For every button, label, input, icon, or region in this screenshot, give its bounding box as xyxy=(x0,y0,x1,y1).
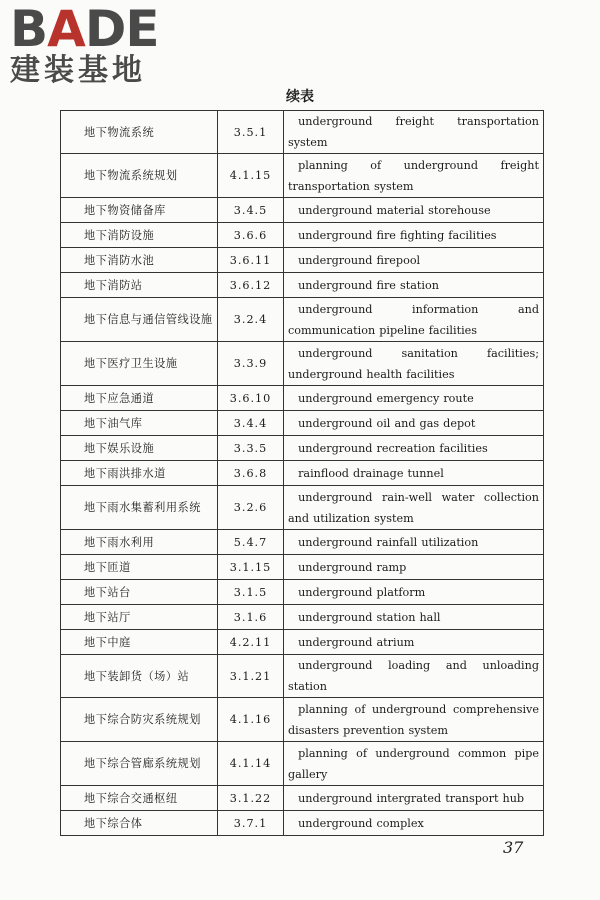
section-number: 3.1.21 xyxy=(218,655,284,698)
term-chinese: 地下消防设施 xyxy=(61,223,218,248)
term-chinese: 地下物流系统规划 xyxy=(61,154,218,198)
section-number: 3.7.1 xyxy=(218,811,284,836)
term-chinese: 地下物资储备库 xyxy=(61,198,218,223)
table-row xyxy=(61,698,544,742)
section-number: 4.1.16 xyxy=(218,698,284,742)
term-english: underground emergency route xyxy=(284,386,544,411)
term-english: planning of underground comprehensive disasters prevention system xyxy=(284,698,544,742)
term-english: underground platform xyxy=(284,580,544,605)
term-chinese: 地下消防水池 xyxy=(61,248,218,273)
table-row xyxy=(61,298,544,342)
term-chinese: 地下站台 xyxy=(61,580,218,605)
page-number: 37 xyxy=(503,838,524,857)
section-number: 3.6.8 xyxy=(218,461,284,486)
term-english: underground recreation facilities xyxy=(284,436,544,461)
term-english: underground complex xyxy=(284,811,544,836)
section-number: 3.4.4 xyxy=(218,411,284,436)
section-number: 3.1.15 xyxy=(218,555,284,580)
table-row xyxy=(61,198,544,223)
table-row xyxy=(61,486,544,530)
section-number: 4.2.11 xyxy=(218,630,284,655)
bade-logo xyxy=(10,0,180,90)
table-row xyxy=(61,273,544,298)
term-chinese: 地下装卸货（场）站 xyxy=(61,655,218,698)
table-row xyxy=(61,580,544,605)
section-number: 5.4.7 xyxy=(218,530,284,555)
section-number: 3.4.5 xyxy=(218,198,284,223)
term-english: planning of underground common pipe gallery xyxy=(284,742,544,786)
term-english: underground firepool xyxy=(284,248,544,273)
term-english: underground loading and unloading station xyxy=(284,655,544,698)
table-row xyxy=(61,342,544,386)
term-english: underground freight transportation system xyxy=(284,111,544,154)
table-row xyxy=(61,655,544,698)
term-chinese: 地下雨洪排水道 xyxy=(61,461,218,486)
term-chinese: 地下站厅 xyxy=(61,605,218,630)
glossary-table xyxy=(60,110,544,836)
table-row xyxy=(61,154,544,198)
term-chinese: 地下雨水利用 xyxy=(61,530,218,555)
table-row xyxy=(61,811,544,836)
term-english: underground fire station xyxy=(284,273,544,298)
term-chinese: 地下综合防灾系统规划 xyxy=(61,698,218,742)
term-chinese: 地下娱乐设施 xyxy=(61,436,218,461)
term-english: underground material storehouse xyxy=(284,198,544,223)
table-row xyxy=(61,630,544,655)
section-number: 3.6.12 xyxy=(218,273,284,298)
section-number: 3.6.11 xyxy=(218,248,284,273)
term-chinese: 地下综合交通枢纽 xyxy=(61,786,218,811)
term-chinese: 地下综合管廊系统规划 xyxy=(61,742,218,786)
term-english: rainflood drainage tunnel xyxy=(284,461,544,486)
term-english: underground rainfall utilization xyxy=(284,530,544,555)
table-caption: 续表 xyxy=(286,89,314,105)
section-number: 3.3.5 xyxy=(218,436,284,461)
section-number: 3.2.6 xyxy=(218,486,284,530)
term-chinese: 地下综合体 xyxy=(61,811,218,836)
logo-wordmark: BADE xyxy=(10,0,159,58)
term-english: planning of underground freight transportation system xyxy=(284,154,544,198)
logo-subtitle: 建装基地 xyxy=(10,53,146,88)
section-number: 3.1.6 xyxy=(218,605,284,630)
glossary-rows xyxy=(61,111,544,836)
table-row xyxy=(61,111,544,154)
section-number: 4.1.15 xyxy=(218,154,284,198)
section-number: 3.2.4 xyxy=(218,298,284,342)
table-row xyxy=(61,605,544,630)
section-number: 3.1.5 xyxy=(218,580,284,605)
term-chinese: 地下中庭 xyxy=(61,630,218,655)
term-english: underground station hall xyxy=(284,605,544,630)
table-row xyxy=(61,555,544,580)
term-english: underground fire fighting facilities xyxy=(284,223,544,248)
section-number: 3.6.6 xyxy=(218,223,284,248)
table-row xyxy=(61,436,544,461)
term-english: underground sanitation facilities; underground health facilities xyxy=(284,342,544,386)
section-number: 4.1.14 xyxy=(218,742,284,786)
term-chinese: 地下应急通道 xyxy=(61,386,218,411)
term-chinese: 地下雨水集蓄利用系统 xyxy=(61,486,218,530)
table-row xyxy=(61,411,544,436)
term-chinese: 地下医疗卫生设施 xyxy=(61,342,218,386)
section-number: 3.5.1 xyxy=(218,111,284,154)
term-english: underground intergrated transport hub xyxy=(284,786,544,811)
term-english: underground ramp xyxy=(284,555,544,580)
term-chinese: 地下消防站 xyxy=(61,273,218,298)
term-chinese: 地下匝道 xyxy=(61,555,218,580)
table-row xyxy=(61,386,544,411)
term-chinese: 地下信息与通信管线设施 xyxy=(61,298,218,342)
term-chinese: 地下油气库 xyxy=(61,411,218,436)
section-number: 3.6.10 xyxy=(218,386,284,411)
table-row xyxy=(61,530,544,555)
table-row xyxy=(61,223,544,248)
term-chinese: 地下物流系统 xyxy=(61,111,218,154)
section-number: 3.1.22 xyxy=(218,786,284,811)
table-row xyxy=(61,248,544,273)
table-row xyxy=(61,742,544,786)
section-number: 3.3.9 xyxy=(218,342,284,386)
term-english: underground atrium xyxy=(284,630,544,655)
term-english: underground oil and gas depot xyxy=(284,411,544,436)
table-row xyxy=(61,461,544,486)
term-english: underground rain-well water collection and utilization system xyxy=(284,486,544,530)
table-row xyxy=(61,786,544,811)
term-english: underground information and communication pipeline facilities xyxy=(284,298,544,342)
